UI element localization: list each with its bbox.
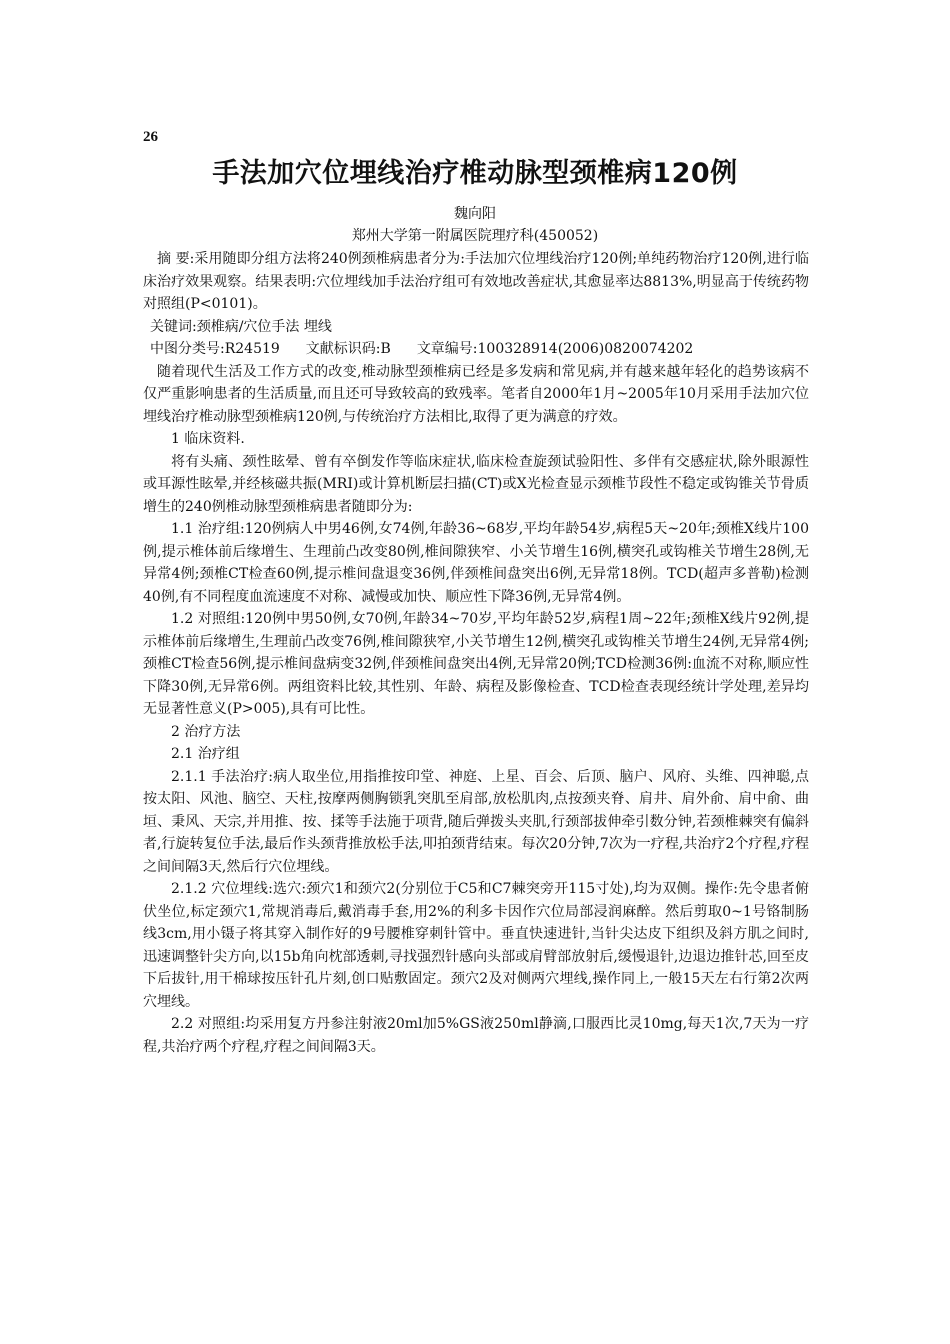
keywords: 关键词:颈椎病/穴位手法 埋线	[150, 318, 332, 335]
clinical-data-paragraph: 将有头痛、颈性眩晕、曾有卒倒发作等临床症状,临床检查旋颈试验阳性、多伴有交感症状,除外眼源性或耳源性眩晕,并经核磁共振(MRI)或计算机断层扫描(CT)或X光检查显示颈椎节段性不稳定或钩锥关节骨质增生的240例椎动脉型颈椎病患者随即分为:	[143, 453, 809, 515]
document-code: 文献标识码:B	[305, 341, 391, 357]
section-heading-clinical-data: 1 临床资料.	[171, 431, 245, 447]
manual-therapy-paragraph: 2.1.1 手法治疗:病人取坐位,用指推按印堂、神庭、上星、百会、后顶、脑户、风府、头维、四神聪,点按太阳、风池、脑空、天柱,按摩两侧胸锁乳突肌至肩部,放松肌肉,点按颈夹脊、肩井、肩外俞、肩中俞、曲垣、秉风、天宗,并用推、按、揉等手法施于项背,随后弹拨头夹肌,行颈部拔伸牵引数分钟,若颈椎棘突有偏斜者,行旋转复位手法,最后作头颈背推放松手法,叩拍颈背结束。每次20分钟,7次为一疗程,共治疗2个疗程,疗程之间间隔3天,然后行穴位埋线。	[143, 768, 809, 875]
abstract: 摘 要:采用随即分组方法将240例颈椎病患者分为:手法加穴位埋线治疗120例;单纯药物治疗120例,进行临床治疗效果观察。结果表明:穴位埋线加手法治疗组可有效地改善症状,其愈显率达8813%,明显高于传统药物对照组(P<0101)。	[143, 251, 809, 312]
section-heading-methods: 2 治疗方法	[171, 723, 241, 740]
intro-paragraph: 随着现代生活及工作方式的改变,椎动脉型颈椎病已经是多发病和常见病,并有越来越年轻化的趋势该病不仅严重影响患者的生活质量,而且还可导致较高的致残率。笔者自2000年1月~2005年10月采用手法加穴位埋线治疗椎动脉型颈椎病120例,与传统治疗方法相比,取得了更为满意的疗效。	[143, 363, 809, 425]
classification-line	[143, 338, 809, 361]
article-body	[143, 248, 809, 1058]
article-title: 手法加穴位埋线治疗椎动脉型颈椎病120例	[212, 158, 738, 189]
clc-number: 中图分类号:R24519	[150, 341, 280, 357]
article-number: 文章编号:100328914(2006)0820074202	[416, 341, 694, 357]
control-group-paragraph: 1.2 对照组:120例中男50例,女70例,年龄34~70岁,平均年龄52岁,病程1周~22年;颈椎X线片92例,提示椎体前后缘增生,生理前凸改变76例,椎间隙狭窄,小关节增生12例,横突孔或钩椎关节增生24例,无异常4例;颈椎CT检查56例,提示椎间盘病变32例,伴颈椎间盘突出4例,无异常20例;TCD检测36例:血流不对称,顺应性下降30例,无异常6例。两组资料比较,其性别、年龄、病程及影像检查、TCD检查表现经统计学处理,差异均无显著性意义(P>005),具有可比性。	[143, 611, 809, 717]
affiliation: 郑州大学第一附属医院理疗科(450052)	[351, 228, 599, 244]
author: 魏向阳	[454, 206, 496, 222]
control-method-paragraph: 2.2 对照组:均采用复方丹参注射液20ml加5%GS液250ml静滴,口服西比灵10mg,每天1次,7天为一疗程,共治疗两个疗程,疗程之间间隔3天。	[143, 1016, 809, 1055]
catgut-embedding-paragraph: 2.1.2 穴位埋线:选穴:颈穴1和颈穴2(分别位于C5和C7棘突旁开115寸处),均为双侧。操作:先令患者俯伏坐位,标定颈穴1,常规消毒后,戴消毒手套,用2%的利多卡因作穴位局部浸润麻醉。然后剪取0~1号铬制肠线3cm,用小镊子将其穿入制作好的9号腰椎穿刺针管中。垂直快速进针,当针尖达皮下组织及斜方肌之间时,迅速调整针尖方向,以15b角向枕部透刺,寻找强烈针感向头部或肩臂部放射后,缓慢退针,边退边推针芯,回至皮下后拔针,用干棉球按压针孔片刻,创口贴敷固定。颈穴2及对侧两穴埋线,操作同上,一般15天左右行第2次两穴埋线。	[143, 881, 809, 1010]
treatment-group-paragraph: 1.1 治疗组:120例病人中男46例,女74例,年龄36~68岁,平均年龄54岁,病程5天~20年;颈椎X线片100例,提示椎体前后缘增生、生理前凸改变80例,椎间隙狭窄、小关节增生16例,横突孔或钩椎关节增生28例,无异常4例;颈椎CT检查60例,提示椎间盘退变36例,伴颈椎间盘突出6例,无异常18例。TCD(超声多普勒)检测40例,有不同程度血流速度不对称、减慢或加快、顺应性下降36例,无异常4例。	[143, 521, 809, 605]
subsection-heading-treatment-group: 2.1 治疗组	[171, 746, 240, 762]
page-number: 26	[143, 129, 158, 145]
